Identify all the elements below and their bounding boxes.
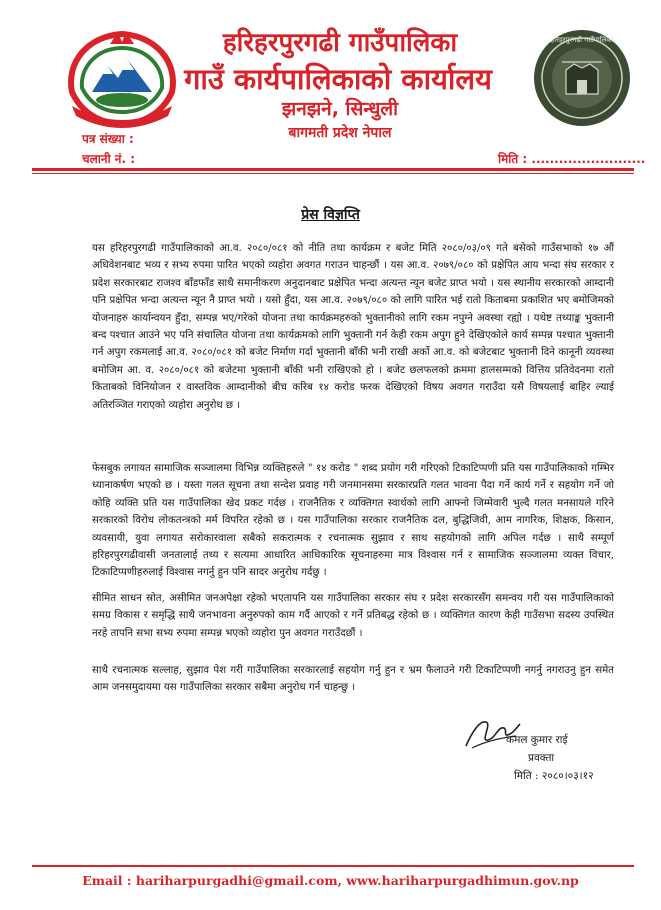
paragraph-3: सीमित साधन स्रोत, असीमित जनअपेक्षा रहेको भएतापनि यस गाउँपालिका सरकार संघ र प्रदेश सरकारसँग समन्वय गरी यस गाउँपालिकाको समग्र विकास र समृद्धि साथै जनभावना अनुरुपको काम गर्दै आएको र गर्ने प्रतिबद्ध रहेको छ । व्यक्तिगत कारण केही गाउँसभा सदस्य उपस्थित नरहे तापनि सभा सभ्य रुपमा सम्पन्न भएको व्यहोरा पुन अवगत गराउँदछौं । xyxy=(92,593,614,639)
footer-divider xyxy=(32,865,634,867)
paragraph-4: साथै रचनात्मक सल्लाह, सुझाव पेश गरी गाउँपालिका सरकारलाई सहयोग गर्नु हुन र भ्रम फैलाउने गरी टिकाटिप्पणी नगर्नु नगराउनु हुन समेत आम जनसमुदायमा यस गाउँपालिका सरकार सबैमा अनुरोध गर्न चाहन्छु । xyxy=(92,665,614,694)
municipality-name: हरिहरपुरगढी गाउँपालिका xyxy=(222,28,458,58)
office-location: झनझने, सिन्धुली xyxy=(281,98,399,120)
office-name: गाउँ कार्यपालिकाको कार्यालय xyxy=(184,62,492,96)
seal-text: हरिहरपुरगढी गाउँपालिका xyxy=(550,36,614,44)
signature-date: मिति : २०८०।०३।१२ xyxy=(514,770,594,782)
paragraph-2: फेसबुक लगायत सामाजिक सञ्जालमा विभिन्न व्यक्तिहरुले " १४ करोड " शब्द प्रयोग गरी गरिएको टिकाटिप्पणी प्रति यस गाउँपालिकाको गम्भिर ध्यानाकर्षण भएको छ । यस्ता गलत सूचना तथा सन्देश प्रवाह गरी जनमानसमा सरकारप्रति गलत भावना पैदा गर्ने कार्य गर्ने र सहयोग गर्ने जो कोहि व्यक्ति प्रति यस गाउँपालिका खेद प्रकट गर्दछ । राजनैतिक र व्यक्तिगत स्वार्थको लागि आफ्नो जिम्मेवारी भुल्दै गलत मनसायले गरिने सरकारको विरोध लोकतन्त्रको मर्म विपरित रहेको छ । यस गाउँपालिका सरकार राजनैतिक दल, बुद्धिजिवी, आम नागरिक, शिक्षक, किसान, व्यवसायी, युवा लगायत सरोकारवाला सबैको सकरात्मक र रचनात्मक सुझाव र साथ सहयोगको लागि अपिल गर्दछ । साथै सम्पूर्ण हरिहरपुरगढीवासी जनतालाई तथ्य र सत्यमा आधारित आधिकारिक सूचनाहरुमा मात्र विश्वास गर्न र सामाजिक सञ्जालमा व्यक्त विचार, टिकाटिप्पणीहरुलाई विश्वास नगर्नु हुन पनि सादर अनुरोध गर्दछु । xyxy=(92,463,614,579)
header-divider xyxy=(32,168,634,171)
footer-contact: Email : hariharpurgadhi@gmail.com, www.hariharpurgadhimun.gov.np xyxy=(82,873,579,888)
signatory-post: प्रवक्ता xyxy=(528,752,555,764)
dispatch-number-label: चलानी नं. : xyxy=(82,152,136,166)
paragraph-1: यस हरिहरपुरगढी गाउँपालिकाको आ.व. २०८०/०८१ को नीति तथा कार्यक्रम र बजेट मिति २०८०/०३/०९ गते बसेको गाउँसभाको १७ औं अधिवेशनबाट भव्य र सभ्य रुपमा पारित भएको व्यहोरा अवगत गराउन चाहन्छौं । यस आ.व. २०७९/०८० को प्रक्षेपित आय भन्दा संघ सरकार र प्रदेश सरकारबाट राजश्व बाँडफाँड साथै समानीकरण अनुदानबाट प्रक्षेपित भन्दा अत्यन्त न्यून बजेट प्राप्त भयो । यस स्थानीय सरकारको आम्दानी पनि प्रक्षेपित भन्दा अत्यन्त न्यून नै प्राप्त भयो । यसो हुँदा, यस आ.व. २०७९/०८० को लागि पारित भई रातो किताबमा प्रकाशित भए बमोजिमको योजनाहरु कार्यान्वयन हुँदा, सम्पन्न भए/गरेको योजना तथा कार्यक्रमहरुको भुक्तानीको लागि रकम नपुग्ने अवस्था रह्यो । यथेष्ट तथ्याङ्क भुक्तानी बन्द पश्चात आउने भए पनि संचालित योजना तथा कार्यक्रमको लागि भुक्तानी गर्न केही रकम अपुग हुने देखिएकोले कार्य सम्पन्न पश्चात भुक्तानी गर्न अपुग रकमलाई आ.व. २०८०/०८१ को बजेट निर्माण गर्दा भुक्तानी बाँकी भनी राखी अर्को आ.व. को बजेटबाट भुक्तानी दिने कानूनी व्यवस्था बमोजिम आ. व. २०८०/०८१ को बजेटमा भुक्तानी बाँकी भनी राखिएको हो । बजेट छलफलको क्रममा हालसम्मको वित्तिय प्रतिवेदनमा रातो किताबको विनियोजन र वास्तविक आम्दानीको बीच करिब १४ करोड फरक देखिएको विषय अवगत गराउँदा यसै विषयलाई बाहिर ल्याई अतिरञ्जित गराएको व्यहोरा अनुरोध छ । xyxy=(92,243,614,411)
date-label: मिति : ......................... xyxy=(498,152,646,166)
press-release-heading: प्रेस विज्ञप्ति xyxy=(301,207,360,223)
header-divider-thin xyxy=(32,173,634,174)
signatory-name: कमल कुमार राई xyxy=(506,734,568,746)
letter-number-label: पत्र संख्या : xyxy=(82,132,134,146)
province-name: बागमती प्रदेश नेपाल xyxy=(288,125,392,141)
